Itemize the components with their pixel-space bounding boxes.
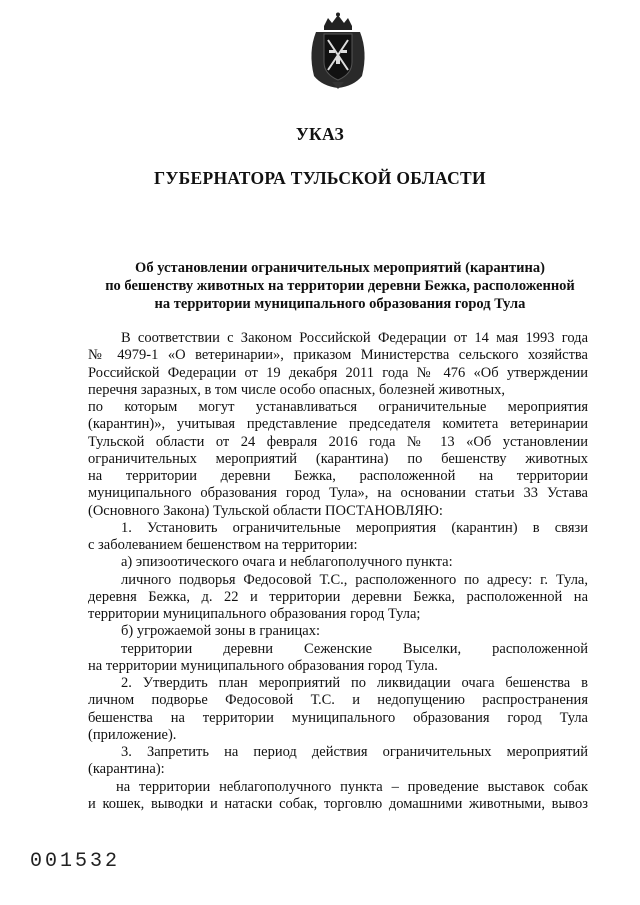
body-line: деревня Бежка, д. 22 и территории деревни Бежка, расположенной на: [88, 588, 588, 605]
body-line: территории муниципального образования город Тула;: [88, 606, 421, 622]
body-line: а) эпизоотического очага и неблагополучного пункта:: [121, 554, 453, 571]
body-line: бешенства на территории муниципального образования город Тула: [88, 709, 588, 726]
body-line: (приложение).: [88, 726, 177, 743]
body-line: Тульской области от 24 февраля 2016 года № 13 «Об установлении: [88, 433, 588, 450]
body-line: б) угрожаемой зоны в границах:: [121, 623, 320, 640]
body-line: 3. Запретить на период действия ограничительных мероприятий: [121, 744, 588, 760]
body-line: Российской Федерации от 19 декабря 2011 года № 476 «Об утверждении: [88, 364, 588, 381]
body-line: (карантин)», учитывая представление председателя комитета ветеринарии: [88, 416, 588, 433]
body-line: 1. Установить ограничительные мероприятия (карантин) в связи: [121, 519, 588, 536]
document-serial-number: 001532: [30, 850, 121, 873]
body-line: № 4979-1 «О ветеринарии», приказом Министерства сельского хозяйства: [88, 347, 588, 364]
subject-line: на территории муниципального образования город Тула: [154, 296, 526, 312]
body-line: (карантина):: [88, 761, 165, 778]
body-line: ограничительных мероприятий (карантина) по бешенству животных: [88, 450, 588, 467]
body-line: по которым могут устанавливаться ограничительные мероприятия: [88, 399, 588, 415]
body-line: муниципального образования город Тула», на основании статьи 33 Устава: [88, 485, 588, 502]
body-line: и кошек, выводки и натаски собак, торговлю домашними животными, вывоз: [88, 795, 588, 812]
body-line: перечня заразных, в том числе особо опасных, болезней животных,: [88, 381, 505, 398]
decree-body: [88, 330, 588, 813]
body-line: 2. Утвердить план мероприятий по ликвидации очага бешенства в: [121, 675, 588, 691]
body-line: В соответствии с Законом Российской Федерации от 14 мая 1993 года: [121, 330, 588, 346]
body-line: на территории неблагополучного пункта – проведение выставок собак: [116, 778, 588, 795]
issuer-title: ГУБЕРНАТОРА ТУЛЬСКОЙ ОБЛАСТИ: [154, 168, 486, 188]
body-line: (Основного Закона) Тульской области ПОСТАНОВЛЯЮ:: [88, 502, 443, 519]
body-line: личного подворья Федосовой Т.С., расположенного по адресу: г. Тула,: [121, 571, 588, 588]
subject-line: по бешенству животных на территории деревни Бежка, расположенной: [105, 278, 575, 294]
tula-coat-of-arms-icon: [302, 12, 374, 90]
body-line: территории деревни Сеженские Выселки, расположенной: [121, 640, 588, 657]
body-line: с заболеванием бешенством на территории:: [88, 537, 358, 553]
document-type-title: УКАЗ: [295, 124, 345, 144]
body-line: личном подворье Федосовой Т.С. и недопущению распространения: [88, 692, 588, 709]
body-line: на территории муниципального образования город Тула.: [88, 657, 438, 674]
body-line: на территории деревни Бежка, расположенной на территории: [88, 468, 588, 484]
decree-subject: [60, 259, 620, 313]
subject-line: Об установлении ограничительных мероприятий (карантина): [135, 260, 545, 276]
